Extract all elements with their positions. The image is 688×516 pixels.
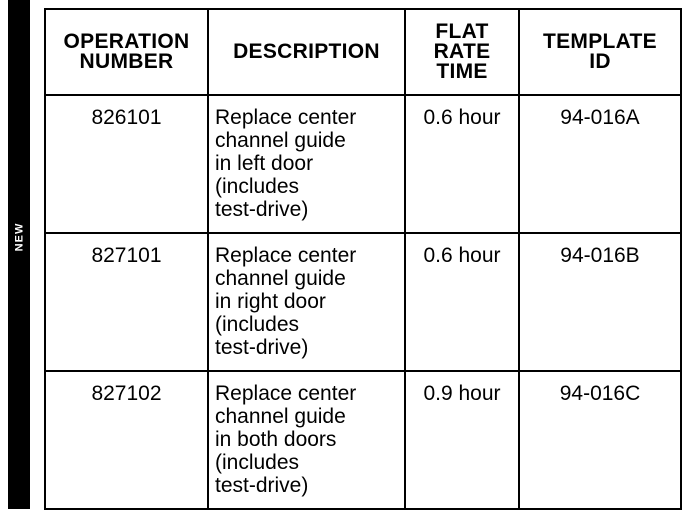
description-cell: Replace center channel guide in left door (includes test-drive)	[208, 95, 405, 233]
flat-rate-time-cell: 0.6 hour	[405, 233, 519, 371]
header-operation-number: OPERATION NUMBER	[45, 9, 208, 95]
description-cell: Replace center channel guide in both doors (includes test-drive)	[208, 371, 405, 509]
operations-table	[44, 8, 682, 510]
table-row	[45, 95, 681, 233]
header-description: DESCRIPTION	[208, 9, 405, 95]
flat-rate-time-cell: 0.9 hour	[405, 371, 519, 509]
new-label-text: NEW	[13, 222, 26, 252]
table-row	[45, 371, 681, 509]
flat-rate-time-cell: 0.6 hour	[405, 95, 519, 233]
header-template-id: TEMPLATE ID	[519, 9, 681, 95]
header-flat-rate-time: FLAT RATE TIME	[405, 9, 519, 95]
operation-number-cell: 826101	[45, 95, 208, 233]
template-id-cell: 94-016A	[519, 95, 681, 233]
operation-number-cell: 827102	[45, 371, 208, 509]
operation-number-cell: 827101	[45, 233, 208, 371]
table-header-row	[45, 9, 681, 95]
new-side-label	[8, 212, 30, 262]
description-cell: Replace center channel guide in right door (includes test-drive)	[208, 233, 405, 371]
template-id-cell: 94-016C	[519, 371, 681, 509]
template-id-cell: 94-016B	[519, 233, 681, 371]
table-row	[45, 233, 681, 371]
